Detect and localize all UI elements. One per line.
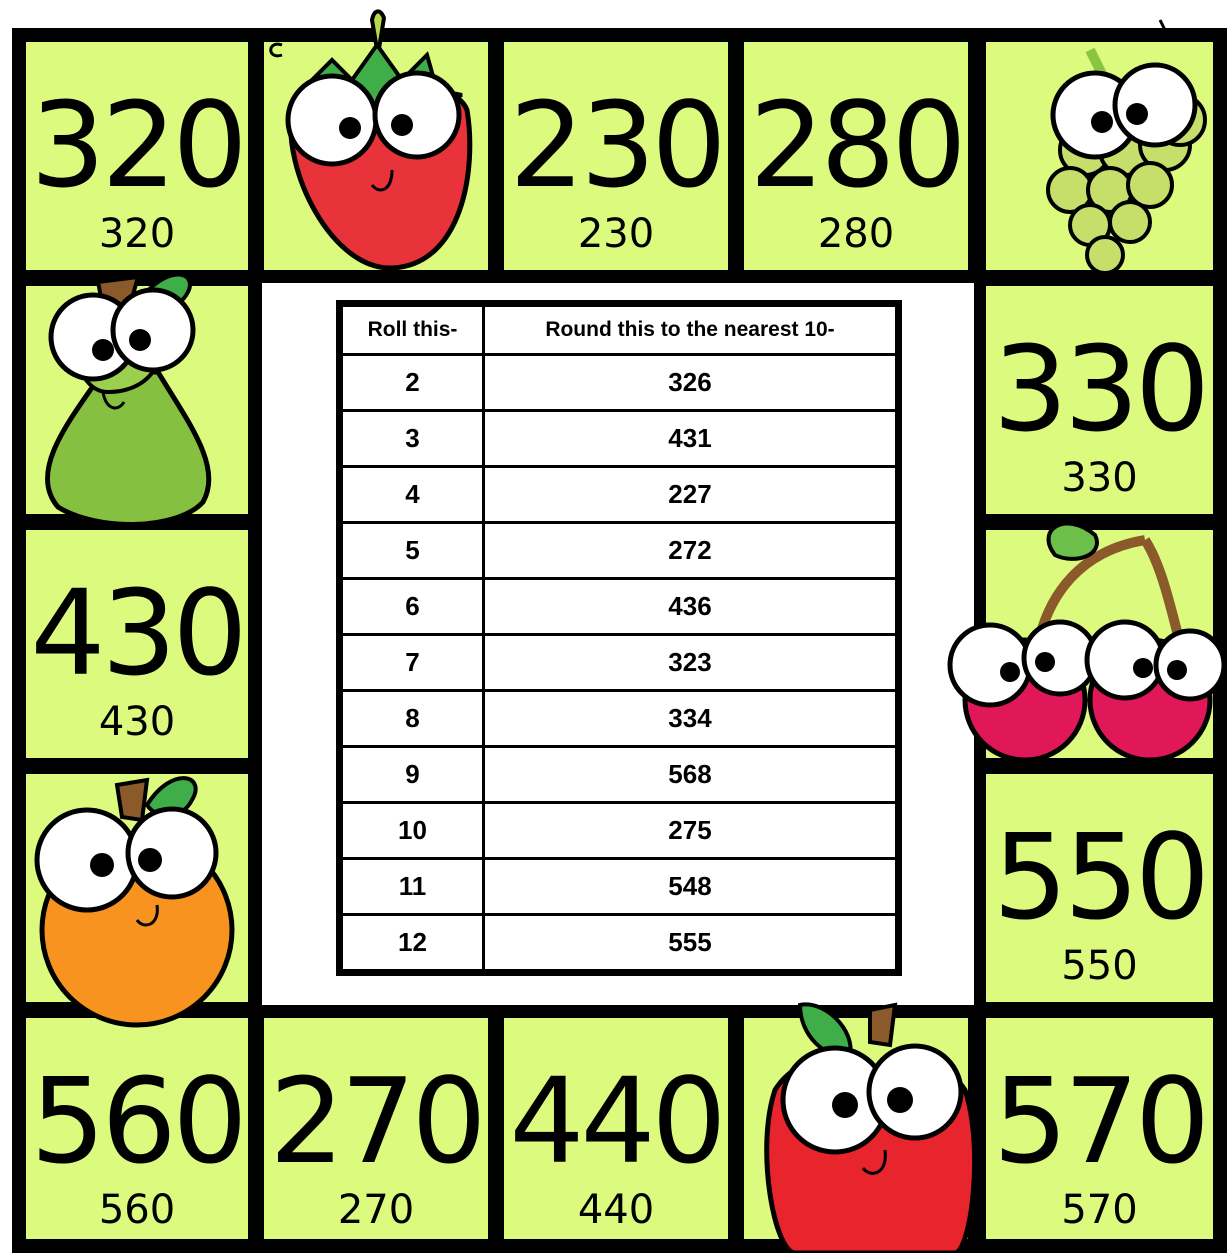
space-number-large: 320 <box>30 76 244 214</box>
number-to-round: 275 <box>484 803 897 859</box>
board-space-440[interactable] <box>490 1004 742 1253</box>
board-space-320[interactable] <box>12 28 262 284</box>
space-number-small: 230 <box>577 211 655 257</box>
board-space-570[interactable] <box>972 1004 1227 1253</box>
table-row <box>342 635 897 691</box>
orange-icon <box>22 765 252 1035</box>
board-space-280[interactable] <box>730 28 982 284</box>
roll-value: 10 <box>342 803 484 859</box>
space-number-small: 440 <box>577 1187 655 1233</box>
number-to-round: 548 <box>484 859 897 915</box>
space-number-small: 320 <box>98 211 176 257</box>
space-number-large: 270 <box>269 1052 483 1190</box>
cherries-icon <box>945 510 1227 760</box>
table-row <box>342 803 897 859</box>
board-space-550[interactable] <box>972 760 1227 1016</box>
space-number-small: 270 <box>337 1187 415 1233</box>
board-space-560[interactable] <box>12 1004 262 1253</box>
number-to-round: 436 <box>484 579 897 635</box>
header-round: Round this to the nearest 10- <box>484 306 897 355</box>
table-row <box>342 915 897 971</box>
pear-icon <box>28 262 228 527</box>
roll-value: 7 <box>342 635 484 691</box>
table-row <box>342 523 897 579</box>
number-to-round: 334 <box>484 691 897 747</box>
roll-value: 3 <box>342 411 484 467</box>
roll-value: 2 <box>342 355 484 411</box>
space-number-large: 570 <box>992 1052 1207 1190</box>
number-to-round: 431 <box>484 411 897 467</box>
table-row <box>342 691 897 747</box>
grapes-icon <box>1010 10 1220 280</box>
space-number-large: 560 <box>30 1052 244 1190</box>
apple-icon <box>755 1000 985 1253</box>
space-number-small: 550 <box>1061 943 1138 989</box>
board-space-270[interactable] <box>250 1004 502 1253</box>
number-to-round: 568 <box>484 747 897 803</box>
space-number-small: 570 <box>1061 1187 1138 1233</box>
table-header-row <box>342 306 897 355</box>
rounding-table-grid <box>340 304 898 972</box>
table-row <box>342 411 897 467</box>
number-to-round: 272 <box>484 523 897 579</box>
roll-value: 6 <box>342 579 484 635</box>
roll-value: 5 <box>342 523 484 579</box>
number-to-round: 326 <box>484 355 897 411</box>
table-row <box>342 579 897 635</box>
number-to-round: 323 <box>484 635 897 691</box>
board-space-430[interactable] <box>12 516 262 772</box>
space-number-small: 280 <box>817 211 895 257</box>
roll-value: 12 <box>342 915 484 971</box>
space-number-small: 430 <box>98 699 176 745</box>
space-number-large: 440 <box>509 1052 723 1190</box>
board-space-330[interactable] <box>972 272 1227 528</box>
header-roll: Roll this- <box>342 306 484 355</box>
space-number-large: 280 <box>749 76 963 214</box>
board-space-230[interactable] <box>490 28 742 284</box>
space-number-large: 330 <box>992 320 1207 458</box>
roll-value: 8 <box>342 691 484 747</box>
rounding-table <box>336 300 902 976</box>
space-number-large: 550 <box>992 808 1207 946</box>
space-number-small: 330 <box>1061 455 1138 501</box>
number-to-round: 555 <box>484 915 897 971</box>
table-row <box>342 747 897 803</box>
roll-value: 9 <box>342 747 484 803</box>
space-number-small: 560 <box>98 1187 176 1233</box>
number-to-round: 227 <box>484 467 897 523</box>
table-row <box>342 859 897 915</box>
roll-value: 11 <box>342 859 484 915</box>
roll-value: 4 <box>342 467 484 523</box>
space-number-large: 430 <box>30 564 244 702</box>
table-row <box>342 355 897 411</box>
space-number-large: 230 <box>509 76 723 214</box>
table-row <box>342 467 897 523</box>
strawberry-icon <box>262 0 492 280</box>
